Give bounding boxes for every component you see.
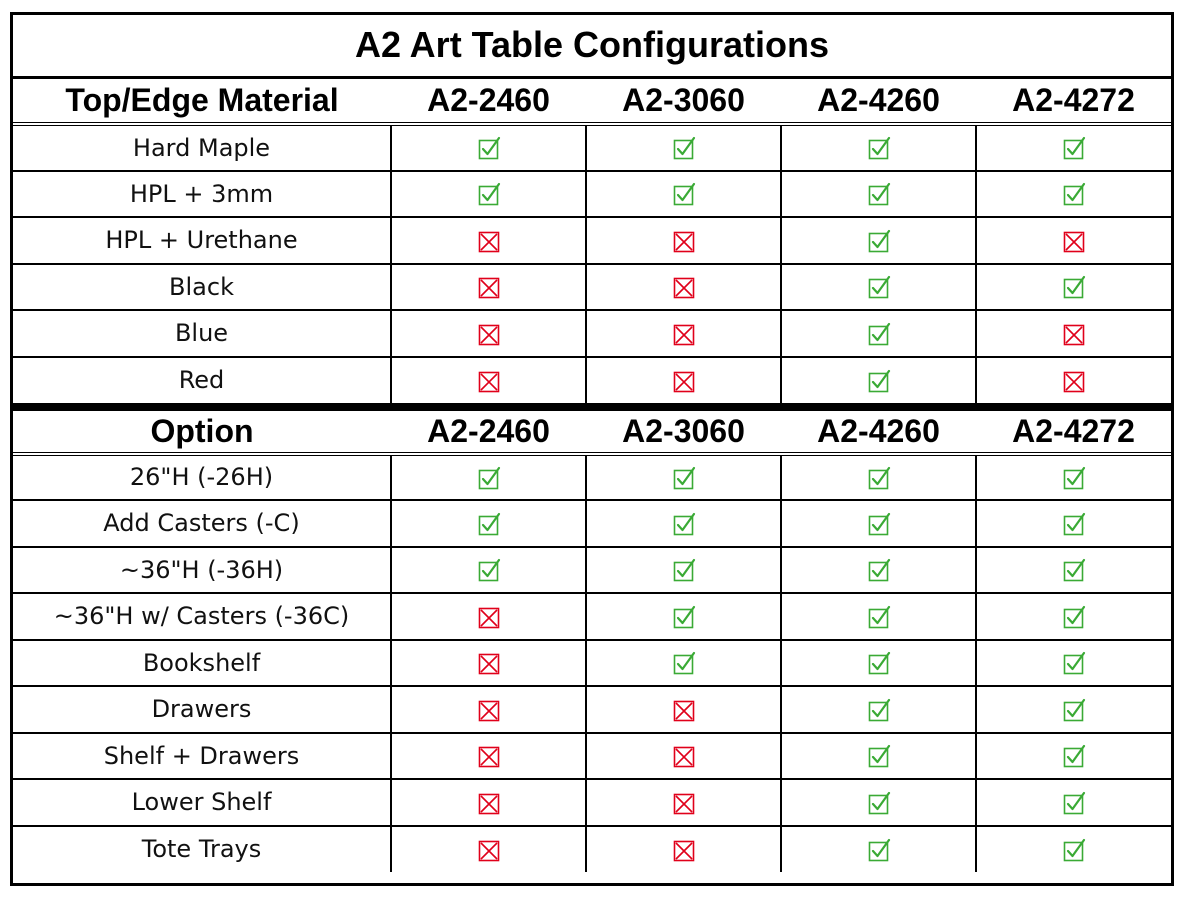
table-row (13, 826, 1171, 873)
checkbox-checked-icon (672, 466, 696, 490)
checkbox-crossed-icon (477, 275, 501, 299)
table-row (13, 640, 1171, 687)
availability-cell (976, 686, 1171, 733)
row-label: Drawers (13, 686, 391, 733)
checkbox-crossed-icon (672, 791, 696, 815)
availability-cell (976, 357, 1171, 407)
checkbox-checked-icon (1062, 275, 1086, 299)
checkbox-checked-icon (477, 512, 501, 536)
checkbox-checked-icon (867, 651, 891, 675)
availability-cell (391, 264, 586, 311)
table-row (13, 124, 1171, 171)
row-label: ~36"H w/ Casters (-36C) (13, 593, 391, 640)
checkbox-checked-icon (867, 698, 891, 722)
section-header-label: Top/Edge Material (13, 77, 391, 124)
checkbox-checked-icon (1062, 466, 1086, 490)
checkbox-checked-icon (672, 512, 696, 536)
model-column-header: A2-2460 (391, 407, 586, 454)
availability-cell (781, 500, 976, 547)
table-row (13, 686, 1171, 733)
row-label: Black (13, 264, 391, 311)
checkbox-crossed-icon (477, 605, 501, 629)
availability-cell (781, 826, 976, 873)
row-label: HPL + Urethane (13, 217, 391, 264)
availability-cell (781, 733, 976, 780)
availability-cell (781, 547, 976, 594)
table-row (13, 264, 1171, 311)
availability-cell (586, 310, 781, 357)
availability-cell (586, 124, 781, 171)
availability-cell (586, 500, 781, 547)
checkbox-checked-icon (672, 651, 696, 675)
availability-cell (586, 733, 781, 780)
checkbox-checked-icon (867, 838, 891, 862)
checkbox-crossed-icon (477, 698, 501, 722)
row-label: Blue (13, 310, 391, 357)
availability-cell (781, 640, 976, 687)
checkbox-crossed-icon (477, 322, 501, 346)
checkbox-checked-icon (1062, 744, 1086, 768)
table-row (13, 217, 1171, 264)
availability-cell (976, 593, 1171, 640)
availability-cell (586, 217, 781, 264)
model-column-header: A2-4272 (976, 77, 1171, 124)
model-column-header: A2-4260 (781, 77, 976, 124)
availability-cell (391, 826, 586, 873)
availability-cell (976, 826, 1171, 873)
availability-cell (391, 500, 586, 547)
checkbox-checked-icon (867, 229, 891, 253)
availability-cell (586, 640, 781, 687)
checkbox-checked-icon (672, 182, 696, 206)
availability-cell (586, 454, 781, 501)
checkbox-checked-icon (867, 275, 891, 299)
availability-cell (391, 733, 586, 780)
checkbox-crossed-icon (672, 322, 696, 346)
availability-cell (391, 640, 586, 687)
availability-cell (586, 357, 781, 407)
checkbox-crossed-icon (672, 698, 696, 722)
availability-cell (976, 171, 1171, 218)
checkbox-checked-icon (867, 605, 891, 629)
checkbox-crossed-icon (477, 744, 501, 768)
availability-cell (781, 217, 976, 264)
model-column-header: A2-3060 (586, 77, 781, 124)
availability-cell (391, 779, 586, 826)
availability-cell (976, 310, 1171, 357)
table-row (13, 357, 1171, 407)
table-row (13, 547, 1171, 594)
row-label: Add Casters (-C) (13, 500, 391, 547)
checkbox-checked-icon (1062, 136, 1086, 160)
availability-cell (391, 454, 586, 501)
section-header-row (13, 407, 1171, 454)
section-header-row (13, 77, 1171, 124)
checkbox-checked-icon (1062, 605, 1086, 629)
checkbox-crossed-icon (672, 275, 696, 299)
checkbox-checked-icon (1062, 651, 1086, 675)
checkbox-crossed-icon (1062, 229, 1086, 253)
availability-cell (391, 686, 586, 733)
availability-cell (781, 310, 976, 357)
checkbox-checked-icon (867, 744, 891, 768)
row-label: HPL + 3mm (13, 171, 391, 218)
row-label: Bookshelf (13, 640, 391, 687)
config-table-frame (10, 12, 1174, 886)
row-label: 26"H (-26H) (13, 454, 391, 501)
checkbox-crossed-icon (477, 651, 501, 675)
availability-cell (391, 593, 586, 640)
availability-cell (781, 264, 976, 311)
availability-cell (391, 310, 586, 357)
checkbox-crossed-icon (477, 229, 501, 253)
availability-cell (976, 733, 1171, 780)
checkbox-checked-icon (477, 136, 501, 160)
section-header-label: Option (13, 407, 391, 454)
checkbox-checked-icon (1062, 558, 1086, 582)
table-title: A2 Art Table Configurations (13, 15, 1171, 77)
checkbox-checked-icon (867, 558, 891, 582)
config-table (13, 15, 1171, 872)
row-label: Lower Shelf (13, 779, 391, 826)
checkbox-crossed-icon (672, 369, 696, 393)
checkbox-crossed-icon (1062, 322, 1086, 346)
row-label: Hard Maple (13, 124, 391, 171)
availability-cell (391, 171, 586, 218)
row-label: Red (13, 357, 391, 407)
availability-cell (976, 500, 1171, 547)
checkbox-checked-icon (477, 182, 501, 206)
availability-cell (781, 593, 976, 640)
availability-cell (586, 171, 781, 218)
table-row (13, 310, 1171, 357)
checkbox-crossed-icon (477, 791, 501, 815)
checkbox-crossed-icon (672, 229, 696, 253)
checkbox-crossed-icon (477, 838, 501, 862)
model-column-header: A2-3060 (586, 407, 781, 454)
table-row (13, 454, 1171, 501)
availability-cell (976, 640, 1171, 687)
model-column-header: A2-4272 (976, 407, 1171, 454)
checkbox-checked-icon (867, 136, 891, 160)
availability-cell (781, 779, 976, 826)
table-row (13, 779, 1171, 826)
availability-cell (781, 686, 976, 733)
model-column-header: A2-2460 (391, 77, 586, 124)
availability-cell (391, 217, 586, 264)
checkbox-checked-icon (672, 605, 696, 629)
checkbox-checked-icon (867, 466, 891, 490)
availability-cell (391, 357, 586, 407)
availability-cell (586, 686, 781, 733)
table-row (13, 171, 1171, 218)
availability-cell (586, 547, 781, 594)
table-row (13, 593, 1171, 640)
availability-cell (586, 826, 781, 873)
checkbox-crossed-icon (672, 744, 696, 768)
row-label: Shelf + Drawers (13, 733, 391, 780)
checkbox-checked-icon (1062, 182, 1086, 206)
row-label: ~36"H (-36H) (13, 547, 391, 594)
checkbox-checked-icon (867, 791, 891, 815)
checkbox-crossed-icon (1062, 369, 1086, 393)
availability-cell (781, 124, 976, 171)
availability-cell (781, 357, 976, 407)
availability-cell (976, 217, 1171, 264)
availability-cell (391, 547, 586, 594)
checkbox-crossed-icon (672, 838, 696, 862)
checkbox-checked-icon (1062, 791, 1086, 815)
availability-cell (586, 779, 781, 826)
checkbox-checked-icon (1062, 838, 1086, 862)
availability-cell (586, 593, 781, 640)
checkbox-checked-icon (672, 558, 696, 582)
checkbox-crossed-icon (477, 369, 501, 393)
availability-cell (781, 454, 976, 501)
checkbox-checked-icon (867, 369, 891, 393)
availability-cell (976, 547, 1171, 594)
checkbox-checked-icon (477, 558, 501, 582)
checkbox-checked-icon (867, 512, 891, 536)
checkbox-checked-icon (867, 322, 891, 346)
checkbox-checked-icon (1062, 698, 1086, 722)
availability-cell (976, 124, 1171, 171)
checkbox-checked-icon (672, 136, 696, 160)
availability-cell (976, 779, 1171, 826)
availability-cell (976, 264, 1171, 311)
row-label: Tote Trays (141, 835, 262, 864)
table-row (13, 733, 1171, 780)
checkbox-checked-icon (477, 466, 501, 490)
availability-cell (781, 171, 976, 218)
availability-cell (391, 124, 586, 171)
model-column-header: A2-4260 (781, 407, 976, 454)
availability-cell (586, 264, 781, 311)
checkbox-checked-icon (1062, 512, 1086, 536)
table-row (13, 500, 1171, 547)
checkbox-checked-icon (867, 182, 891, 206)
availability-cell (976, 454, 1171, 501)
